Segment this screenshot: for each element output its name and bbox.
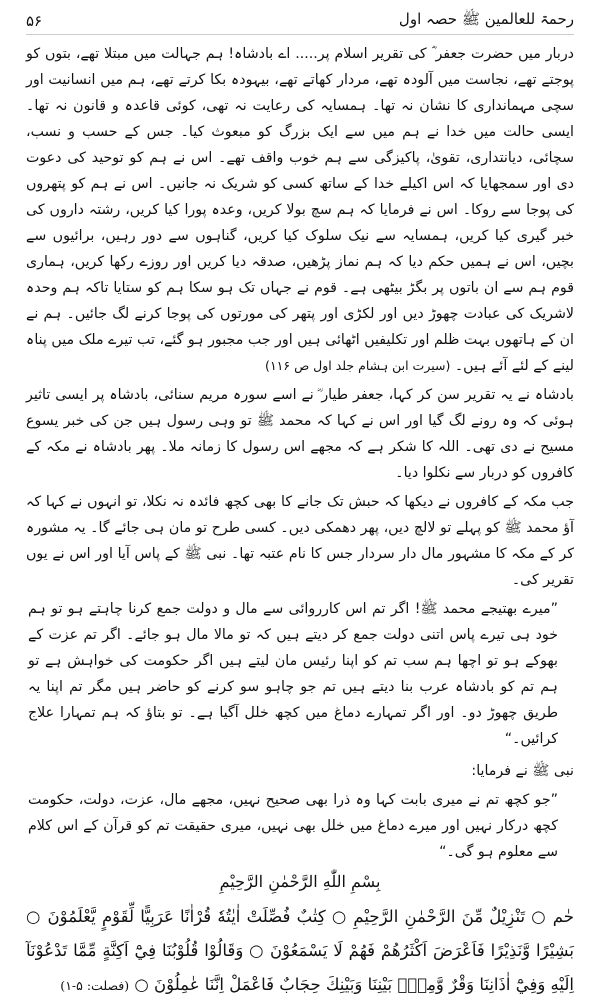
quran-verses: حٰم ○ تَنْزِيْلٌ مِّنَ الرَّحْمٰنِ الرَّحِيْمِ ○ كِتٰبٌ فُصِّلَتْ اٰيٰتُهٗ قُرْاٰنًا عَرَبِيًّا لِّقَوْمٍ يَّعْلَمُوْنَ ○ بَشِيْرًا وَّنَذِيْرًا فَاَعْرَضَ اَكْثَرُهُمْ فَهُمْ لَا يَسْمَعُوْنَ ○ وَقَالُوْا قُلُوْبُنَا فِيْٓ اَكِنَّةٍ مِّمَّا تَدْعُوْنَآ اِلَيْهِ وَفِيْٓ اٰذَانِنَا وَقْرٌ وَّمِنْۢ بَيْنِنَا وَبَيْنِكَ حِجَابٌ فَاعْمَلْ اِنَّنَا عٰمِلُوْنَ ○ xyxy=(26,907,574,994)
prophet-said-label: نبی ﷺ نے فرمایا: xyxy=(471,763,574,779)
citation-seerah-ibn-hisham: (سیرت ابن ہشام جلد اول ص ۱۱۶) xyxy=(265,358,451,373)
paragraph-jafar-text: دربار میں حضرت جعفر ؓ کی تقریر اسلام پر..... اے بادشاہ! ہم جہالت میں مبتلا تھے، بتوں کو پوجتے تھے، نجاست میں آلودہ تھے، مردار کھاتے تھے، بیہودہ بکا کرتے تھے، ہم میں انسانیت اور سچی مہمانداری کا نشان نہ تھا۔ ہمسایہ کی رعایت نہ تھی، کوئی قاعدہ و قانون نہ تھا۔ ایسی حالت میں خدا نے ہم میں سے ایک بزرگ کو مبعوث کیا۔ جس کے حسب و نسب، سچائی، دیانتداری، تقویٰ، پاکیزگی سے ہم خوب واقف تھے۔ اس نے ہم کو توحید کی دعوت دی اور سمجھایا کہ اس اکیلے خدا کے ساتھ کسی کو شریک نہ جانیں۔ اس نے ہم کو پتھروں کی پوجا سے روکا۔ اس نے فرمایا کہ ہم سچ بولا کریں، وعدہ پورا کیا کریں، رشتہ داروں کی خبر گیری کیا کریں، ہمسایہ سے نیک سلوک کیا کریں، گناہوں سے دور رہیں، برائیوں سے بچیں، اس نے ہمیں حکم دیا کہ ہم نماز پڑھیں، صدقہ دیا کریں اور روزے رکھا کریں، ہماری قوم ہم سے ان باتوں پر بگڑ بیٹھی ہے۔ قوم نے جہاں تک ہو سکا ہم کو ستایا تاکہ ہم وحدہ لاشریک کی عبادت چھوڑ دیں اور لکڑی اور پتھر کی مورتوں کی پوجا کرنے لگ جائیں۔ ہم نے ان کے ہاتھوں بہت ظلم اور تکلیفیں اٹھائی ہیں اور جب مجبور ہو گئے، تب تیرے ملک میں پناہ لینے کے لئے آئے ہیں۔ xyxy=(26,46,574,374)
paragraph-jafar-speech xyxy=(26,41,574,379)
page-body xyxy=(26,35,574,1003)
quote-prophet-reply: ”جو کچھ تم نے میری بابت کہا وہ ذرا بھی صحیح نہیں، مجھے مال، عزت، دولت، حکومت کچھ درکار نہیں اور میرے دماغ میں خلل بھی نہیں، میری حقیقت تم کو قرآن کے اس کلام سے معلوم ہو گی۔“ xyxy=(28,792,558,860)
page-number: ۵۶ xyxy=(26,12,43,30)
paragraph-king-reaction: بادشاہ نے یہ تقریر سن کر کہا، جعفر طیار ؓ نے اسے سورہ مریم سنائی، بادشاہ پر ایسی تاثیر ہوئی کہ وہ رونے لگ گیا اور اس نے کہا کہ محمد ﷺ تو وہی رسول ہیں جن کی خبر یسوع مسیح نے دی تھی۔ اللہ کا شکر ہے کہ مجھے اس رسول کا زمانہ ملا۔ پھر بادشاہ نے مکہ کے کافروں کو دربار سے نکلوا دیا۔ xyxy=(26,387,574,481)
page-header xyxy=(26,8,574,35)
book-title: رحمۃ للعالمین ﷺ حصہ اول xyxy=(398,10,574,28)
quote-utbah-offer: ”میرے بھتیجے محمد ﷺ! اگر تم اس کارروائی سے مال و دولت جمع کرنا چاہتے ہو تو ہم خود ہی تیرے پاس اتنی دولت جمع کر دیتے ہیں کہ تو مالا مال ہو جائے۔ اگر تم عزت کے بھوکے ہو تو اچھا ہم سب تم کو اپنا رئیس مان لیتے ہیں اگر حکومت کی خواہش ہے تو ہم تم کو بادشاہ عرب بنا دیتے ہیں تم جو چاہو سو کرنے کو حاضر ہیں مگر تم اپنا یہ طریق چھوڑ دو۔ اور اگر تمہارے دماغ میں کچھ خلل آگیا ہے۔ تو بتاؤ کہ ہم تمہارا علاج کرائیں۔“ xyxy=(28,601,558,747)
citation-fussilat: (فصلت: ۵-۱) xyxy=(60,978,130,993)
bismillah: بِسْمِ اللّٰهِ الرَّحْمٰنِ الرَّحِيْمِ xyxy=(219,872,381,891)
quran-verses-block xyxy=(26,900,574,1003)
paragraph-quraish-plan: جب مکہ کے کافروں نے دیکھا کہ حبش تک جانے کا بھی کچھ فائدہ نہ نکلا، تو انہوں نے کہا کہ آؤ محمد ﷺ کو پہلے تو لالچ دیں، پھر دھمکی دیں۔ کسی طرح تو مان ہی جائے گا۔ یہ مشورہ کر کے مکہ کا مشہور مال دار سردار جس کا نام عتبہ تھا۔ نبی ﷺ کے پاس آیا اور اس نے یوں تقریر کی۔ xyxy=(26,494,574,588)
